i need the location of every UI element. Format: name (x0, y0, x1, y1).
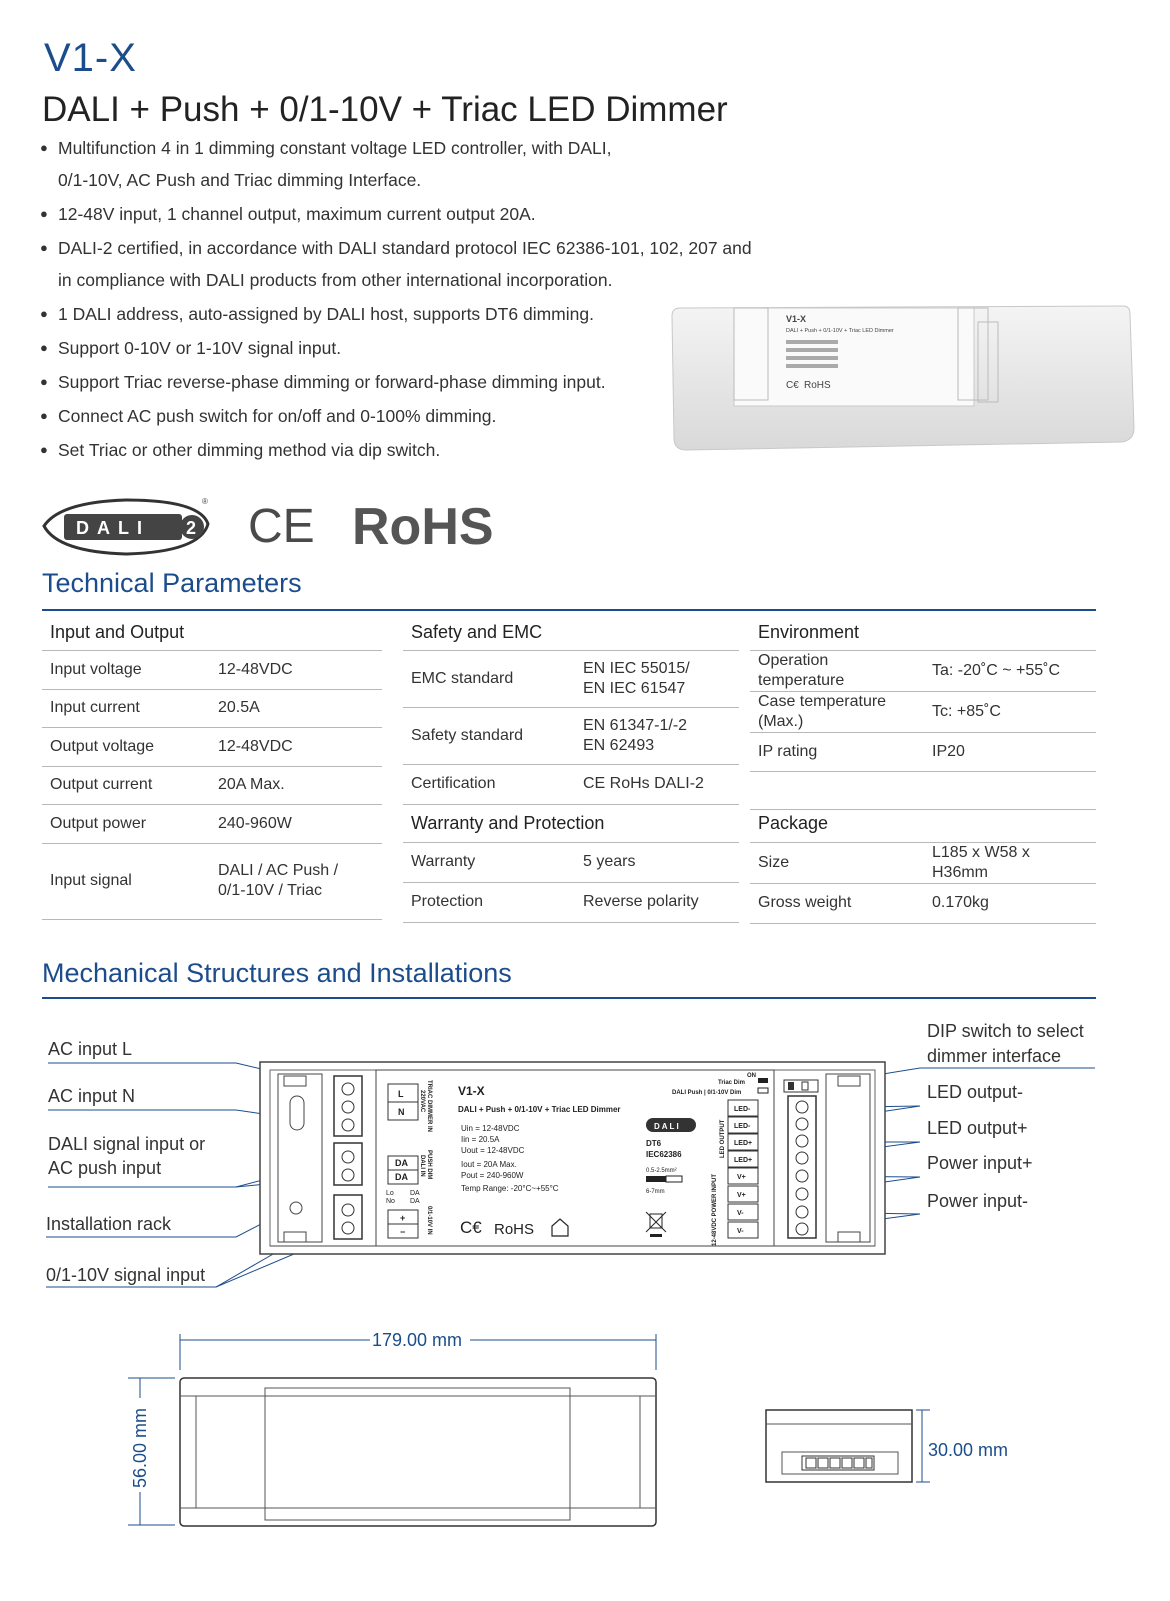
terminal-minus: − (400, 1227, 406, 1237)
safety-emc-table (403, 614, 739, 805)
param-value: Tc: +85˚C (924, 691, 1096, 732)
param-label: Input current (42, 689, 210, 727)
param-value: EN IEC 55015/ (583, 659, 690, 677)
table-heading: Safety and EMC (403, 614, 739, 650)
label-power-input-minus: Power input- (927, 1191, 1029, 1211)
photo-title: DALI + Push + 0/1-10V + Triac LED Dimmer (786, 328, 894, 334)
vac-label: 220VAC (419, 1090, 425, 1113)
ac-lo-label: Lo (386, 1190, 394, 1197)
technical-title-rule (42, 609, 1096, 611)
product-title: DALI + Push + 0/1-10V + Triac LED Dimmer (42, 90, 728, 129)
param-label: Input signal (42, 843, 210, 919)
feature-item: ● 12-48V input, 1 channel output, maximum current output 20A. (40, 198, 760, 230)
out-terminal-label: LED- (734, 1106, 751, 1113)
label-ac-input-l: AC input L (48, 1039, 133, 1059)
param-value: Ta: -20˚C ~ +55˚C (924, 650, 1096, 691)
push-dim-label: PUSH DIM (426, 1150, 432, 1180)
terminal-plus: + (400, 1213, 406, 1223)
param-value: L185 x W58 x H36mm (924, 842, 1096, 883)
environment-table (750, 614, 1096, 810)
product-photo (668, 300, 1138, 460)
table-heading: Environment (750, 614, 1096, 650)
label-spec: Uin = 12-48VDC (461, 1124, 520, 1133)
power-input-vertical: 12-48VDC POWER INPUT (712, 1173, 718, 1246)
length-dimension: 179.00 mm (372, 1330, 463, 1350)
param-label: Input voltage (42, 650, 210, 689)
height-dimension: 30.00 mm (928, 1440, 1009, 1460)
terminal-l: L (398, 1089, 404, 1099)
dimension-drawings (0, 1320, 1170, 1601)
label-dimmer-interface: dimmer interface (927, 1046, 1062, 1066)
table-heading: Package (750, 804, 1096, 842)
dip-dali-push: DALI Push | 0/1-10V Dim (672, 1090, 742, 1096)
param-value-line2: 0/1-10V / Triac (218, 882, 323, 899)
device-top-view (0, 1000, 1170, 1300)
label-ac-push: AC push input (48, 1158, 162, 1178)
param-label: Output voltage (42, 727, 210, 766)
param-value: IP20 (924, 732, 1096, 771)
led-output-vertical: LED OUTPUT (720, 1119, 726, 1158)
label-dali-text: DALI (654, 1122, 681, 1131)
label-ac-input-n: AC input N (48, 1086, 136, 1106)
feature-item: ● Set Triac or other dimming method via dip switch. (40, 434, 760, 466)
param-value: 5 years (575, 842, 739, 882)
param-label: Case temperature (Max.) (750, 691, 924, 732)
table-heading: Warranty and Protection (403, 804, 739, 842)
label-wire-size: 0.5-2.5mm² (646, 1168, 677, 1174)
ac-da-label-1: DA (410, 1190, 420, 1197)
param-value: 20A Max. (210, 766, 382, 804)
svg-text:®: ® (202, 497, 208, 506)
package-table (750, 804, 1096, 924)
label-strip-length: 6-7mm (646, 1189, 665, 1195)
param-value: EN 61347-1/-2 (583, 716, 688, 734)
label-spec: Iout = 20A Max. (461, 1160, 517, 1169)
label-dip-switch: DIP switch to select (927, 1021, 1084, 1041)
param-value: 12-48VDC (210, 727, 382, 766)
triac-dimmer-in: TRIAC DIMMER IN (426, 1080, 432, 1132)
rohs-mark: RoHS (352, 498, 494, 556)
label-led-output-minus: LED output- (927, 1082, 1024, 1102)
ac-no-label: No (386, 1198, 395, 1205)
param-label: Operation temperature (750, 650, 924, 691)
terminal-n: N (398, 1107, 405, 1117)
feature-item: ● Support 0-10V or 1-10V signal input. (40, 332, 760, 364)
param-value: Reverse polarity (575, 882, 739, 922)
label-dt6: DT6 (646, 1139, 662, 1148)
photo-rohs: RoHS (804, 380, 831, 391)
dali-2-logo (44, 497, 208, 554)
out-terminal-label: LED+ (734, 1157, 753, 1164)
feature-item: ● Support Triac reverse-phase dimming or forward-phase dimming input. (40, 366, 760, 398)
out-terminal-label: LED+ (734, 1140, 753, 1147)
label-power-input-plus: Power input+ (927, 1153, 1033, 1173)
v-in-label: 0/1-10V IN (426, 1206, 432, 1235)
product-model: V1-X (44, 36, 137, 80)
label-spec: Pout = 240-960W (461, 1171, 524, 1180)
label-ce: C€ (460, 1218, 482, 1237)
param-value: 0.170kg (924, 883, 1096, 923)
side-profile (180, 1378, 656, 1526)
dali-version: 2 (186, 518, 197, 538)
param-label: Output power (42, 804, 210, 843)
feature-item: ● 1 DALI address, auto-assigned by DALI host, supports DT6 dimming. (40, 298, 760, 330)
param-label: EMC standard (403, 650, 575, 707)
label-led-output-plus: LED output+ (927, 1118, 1028, 1138)
param-label: Safety standard (403, 707, 575, 764)
param-value: 12-48VDC (210, 650, 382, 689)
out-terminal-label: V+ (737, 1174, 746, 1181)
param-label: Protection (403, 882, 575, 922)
param-value: 20.5A (210, 689, 382, 727)
feature-item: ● DALI-2 certified, in accordance with DALI standard protocol IEC 62386-101, 102, 207 and in compliance with DALI products from other international incorporation. (40, 232, 758, 296)
param-label: Certification (403, 764, 575, 804)
param-value: 240-960W (210, 804, 382, 843)
out-terminal-label: LED- (734, 1123, 751, 1130)
param-label: Gross weight (750, 883, 924, 923)
label-installation-rack: Installation rack (46, 1214, 172, 1234)
label-rohs: RoHS (494, 1221, 535, 1238)
feature-item: ● Multifunction 4 in 1 dimming constant voltage LED controller, with DALI, 0/1-10V, AC Push and Triac dimming Interface. (40, 132, 618, 196)
terminal-da-1: DA (395, 1158, 408, 1168)
param-value-line2: EN 62493 (583, 736, 655, 754)
param-value-line2: EN IEC 61547 (583, 679, 686, 697)
photo-model: V1-X (786, 314, 807, 324)
label-spec: Temp Range: -20°C~+55°C (461, 1184, 559, 1193)
warranty-protection-table (403, 804, 739, 923)
out-terminal-label: V- (737, 1210, 744, 1217)
label-signal-input: 0/1-10V signal input (46, 1265, 206, 1285)
dali-logo-text: DALI (76, 518, 150, 538)
table-heading: Input and Output (42, 614, 382, 650)
ac-da-label-2: DA (410, 1198, 420, 1205)
param-value: DALI / AC Push / (218, 862, 339, 879)
out-terminal-label: V- (737, 1228, 744, 1235)
terminal-da-2: DA (395, 1172, 408, 1182)
label-iec: IEC62386 (646, 1150, 682, 1159)
svg-text:C€: C€ (786, 380, 799, 391)
feature-item: ● Connect AC push switch for on/off and 0-100% dimming. (40, 400, 760, 432)
technical-parameters-title: Technical Parameters (42, 568, 302, 598)
width-dimension: 56.00 mm (130, 1407, 150, 1488)
param-label: Output current (42, 766, 210, 804)
param-label: Warranty (403, 842, 575, 882)
param-label: IP rating (750, 732, 924, 771)
ce-mark: CE (248, 500, 315, 553)
label-dali-signal: DALI signal input or (48, 1134, 206, 1154)
label-spec: Iin = 20.5A (461, 1135, 500, 1144)
label-spec: Uout = 12-48VDC (461, 1146, 525, 1155)
label-product-name: DALI + Push + 0/1-10V + Triac LED Dimmer (458, 1105, 621, 1114)
certification-logos (40, 496, 510, 560)
dali-in-label: DALI IN (419, 1155, 425, 1177)
dip-on-label: ON (747, 1073, 756, 1079)
label-model: V1-X (458, 1084, 485, 1098)
input-output-table (42, 614, 382, 920)
mechanical-title-rule (42, 997, 1096, 999)
mechanical-title: Mechanical Structures and Installations (42, 958, 512, 988)
end-view (766, 1410, 912, 1482)
label-dali-logo (646, 1118, 696, 1132)
param-label: Size (750, 842, 924, 883)
feature-list (40, 132, 760, 468)
out-terminal-label: V+ (737, 1192, 746, 1199)
dip-triac-dim: Triac Dim (718, 1080, 746, 1086)
param-value: CE RoHs DALI-2 (575, 764, 739, 804)
